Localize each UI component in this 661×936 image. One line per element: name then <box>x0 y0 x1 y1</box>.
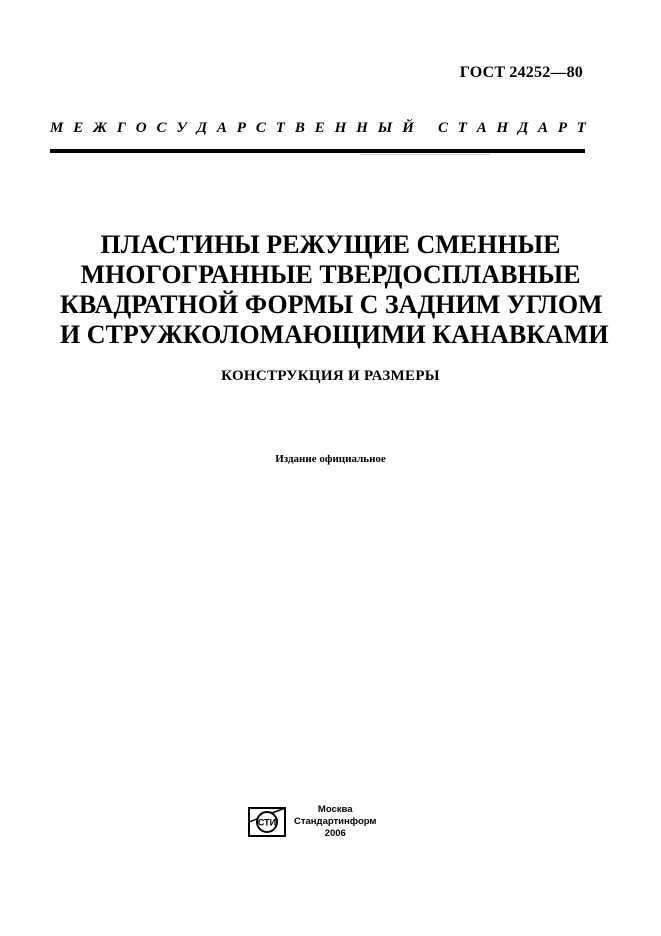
logo-lettering: СТИ <box>257 817 277 828</box>
publisher-text <box>294 804 376 840</box>
heading-letter: Н <box>334 120 347 136</box>
heading-letter: М <box>50 120 64 136</box>
heading-letter: У <box>176 120 187 136</box>
publisher-block <box>246 804 376 840</box>
heading-letter: Ж <box>93 120 107 136</box>
standard-number: ГОСТ 24252—80 <box>459 64 583 81</box>
heading-letter: Т <box>457 120 467 136</box>
publication-year: 2006 <box>324 828 346 839</box>
heading-letter: О <box>135 120 147 136</box>
heading-letter: С <box>156 120 167 136</box>
heading-letter: Н <box>356 120 368 136</box>
heading-letter: В <box>294 120 305 136</box>
heading-letter: Ы <box>377 120 393 136</box>
heading-letter: С <box>255 120 266 136</box>
heading-letter: Н <box>496 120 509 136</box>
title-line: ПЛАСТИНЫ РЕЖУЩИЕ СМЕННЫЕ <box>100 230 561 259</box>
heading-letter: Й <box>402 120 414 136</box>
publisher-name: Стандартинформ <box>294 816 377 827</box>
document-subtitle: КОНСТРУКЦИЯ И РАЗМЕРЫ <box>221 368 440 384</box>
heading-letter: А <box>538 120 549 136</box>
heading-letter: А <box>216 120 227 136</box>
heading-divider <box>50 149 585 153</box>
category-word-interstate <box>50 120 414 137</box>
title-line: МНОГОГРАННЫЕ ТВЕРДОСПЛАВНЫЕ <box>80 260 581 289</box>
divider-shadow <box>360 154 490 155</box>
category-word-standard <box>438 120 586 137</box>
heading-letter: С <box>438 120 449 136</box>
document-title <box>60 230 609 350</box>
heading-letter: Г <box>116 120 126 136</box>
heading-letter: Т <box>275 120 285 136</box>
standard-category-heading <box>50 120 586 137</box>
publisher-city: Москва <box>317 804 353 815</box>
title-line: И СТРУЖКОЛОМАЮЩИМИ КАНАВКАМИ <box>60 320 609 349</box>
heading-letter: Д <box>196 120 207 136</box>
standartinform-logo-icon <box>246 805 288 839</box>
heading-letter: А <box>476 120 487 136</box>
heading-letter: Е <box>314 120 325 136</box>
heading-letter: Д <box>518 120 529 136</box>
edition-note: Издание официальное <box>275 453 386 465</box>
heading-letter: Т <box>576 120 586 136</box>
title-line: КВАДРАТНОЙ ФОРМЫ С ЗАДНИМ УГЛОМ <box>60 290 603 319</box>
heading-letter: Р <box>557 120 567 136</box>
heading-letter: Е <box>73 120 84 136</box>
heading-letter: Р <box>236 120 246 136</box>
